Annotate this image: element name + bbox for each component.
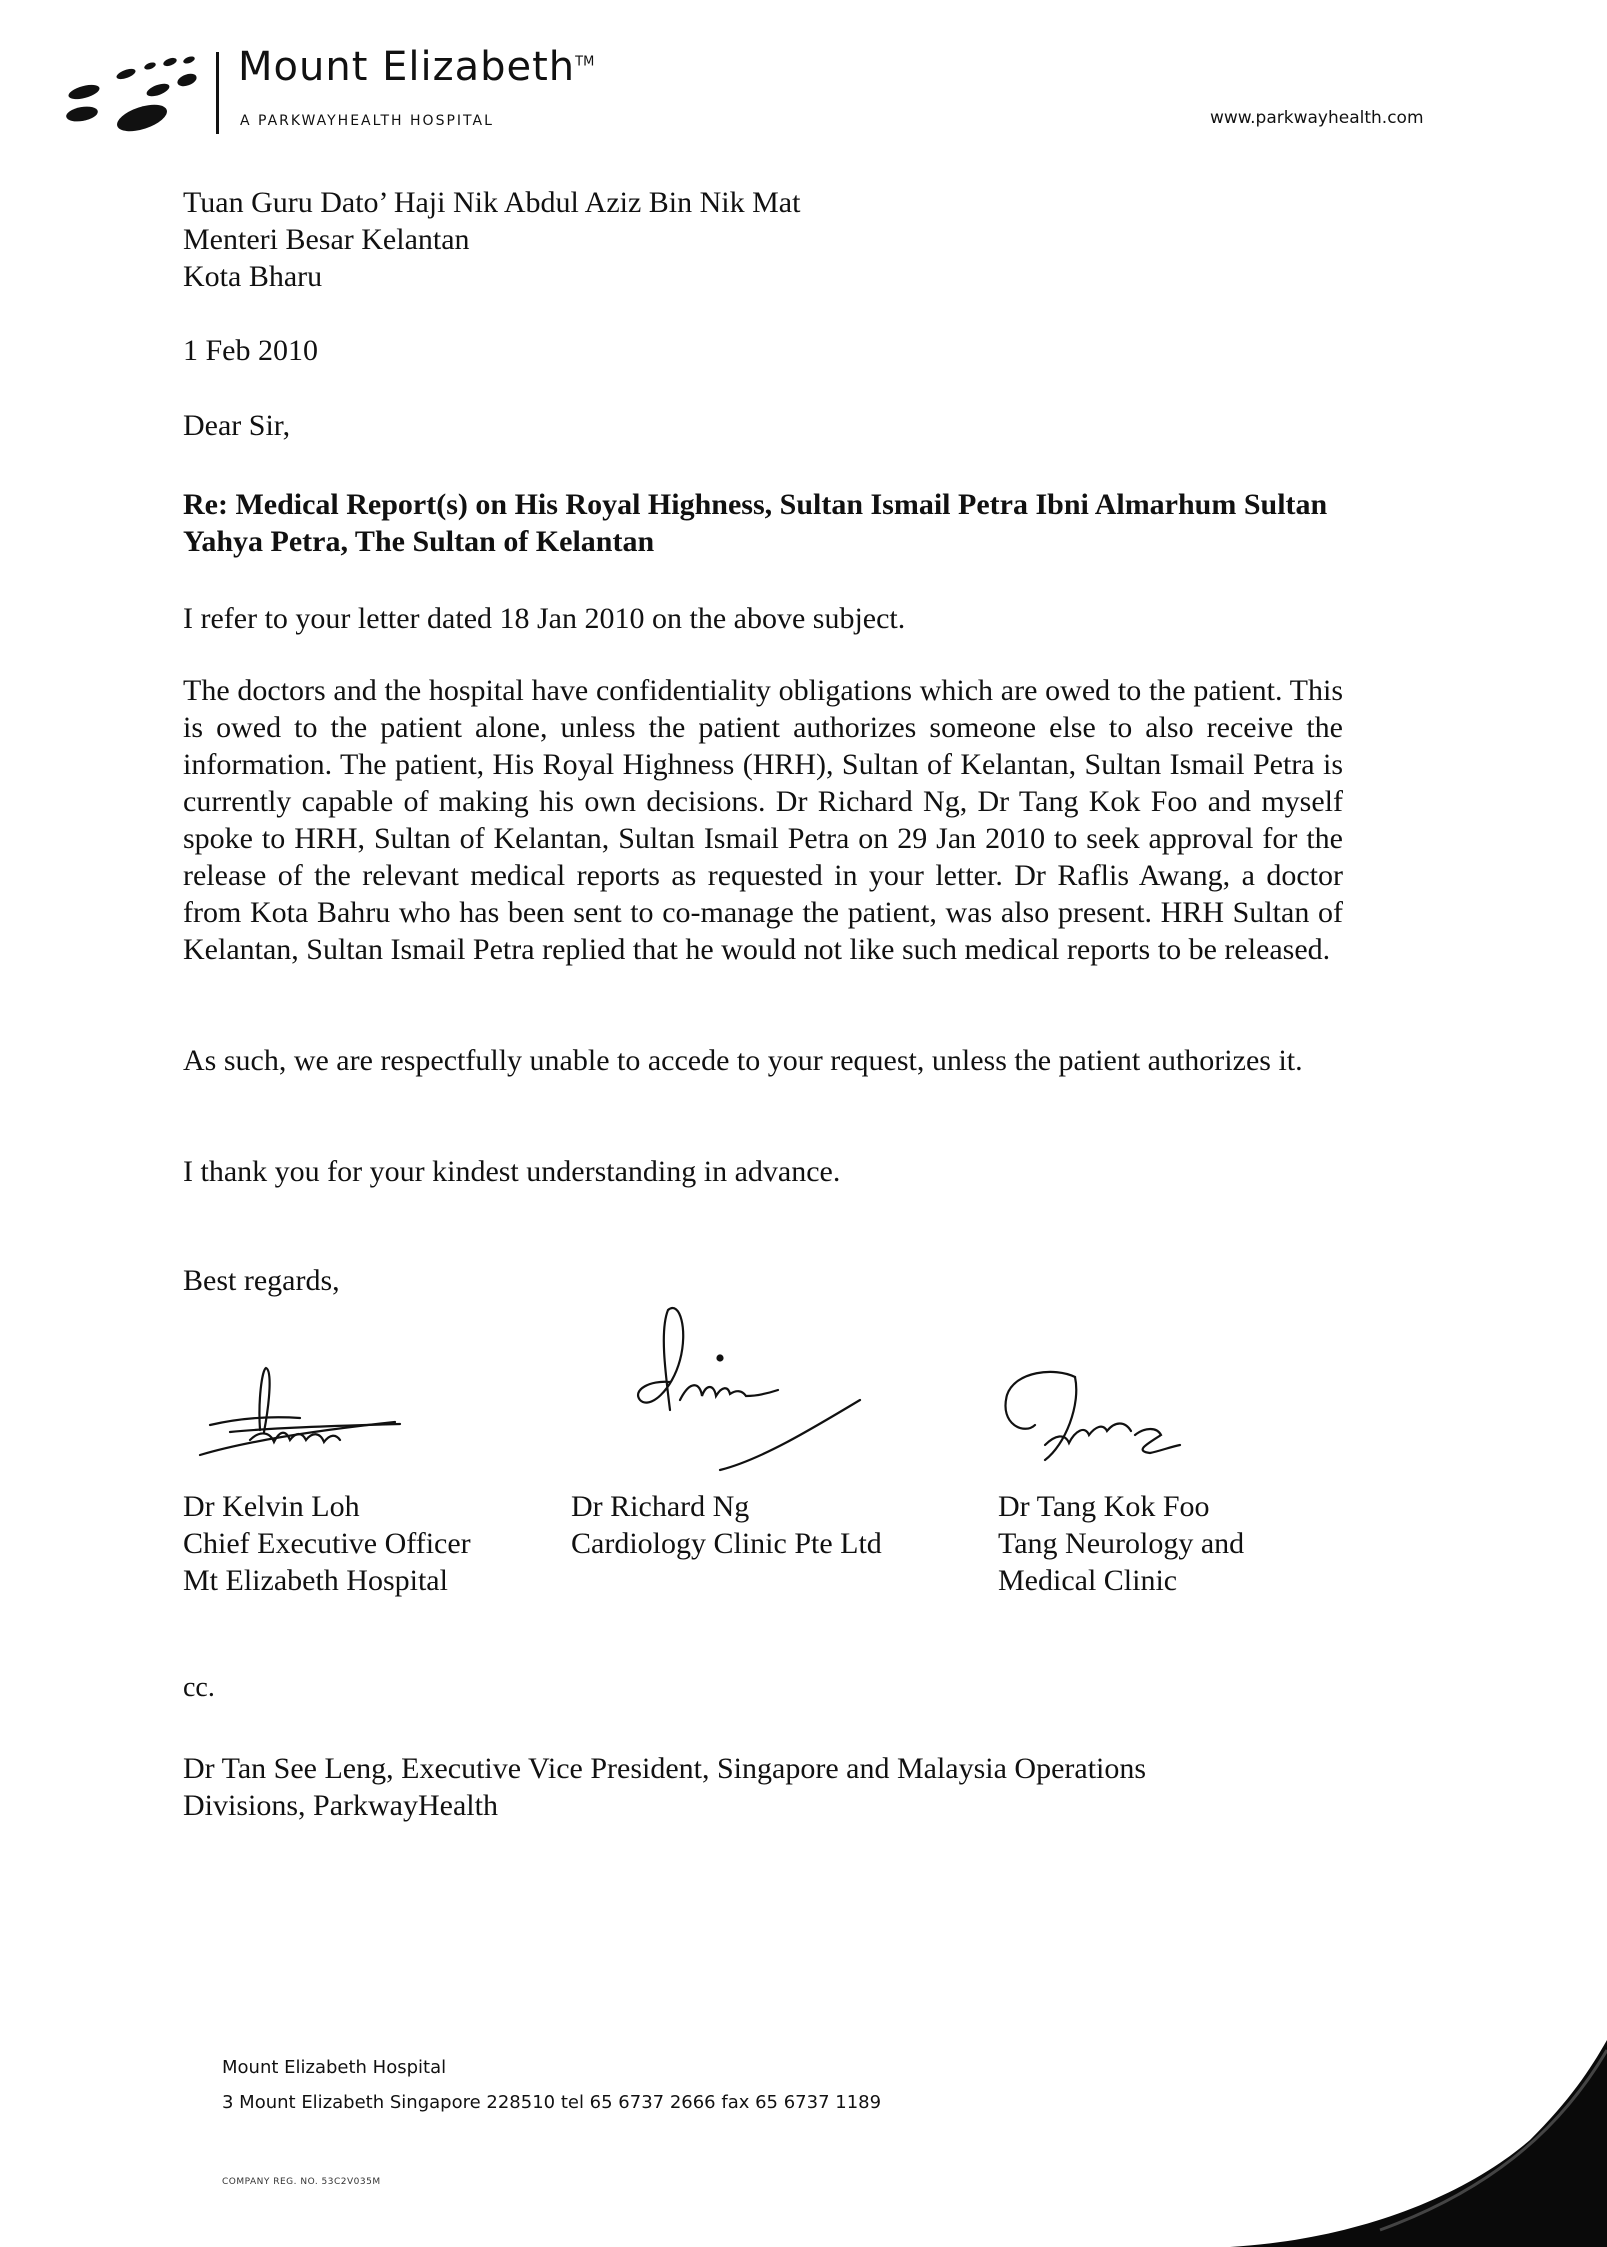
signatory-organization: Mt Elizabeth Hospital — [183, 1564, 448, 1597]
signatory-title: Chief Executive Officer — [183, 1527, 471, 1560]
salutation: Dear Sir, — [183, 409, 291, 442]
signatory-tang-kok-foo — [998, 1488, 1244, 1599]
footer-company-reg: COMPANY REG. NO. 53C2V035M — [222, 2177, 381, 2187]
signatory-organization: Medical Clinic — [998, 1564, 1178, 1597]
recipient-line: Kota Bharu — [183, 260, 323, 293]
signatory-richard-ng — [571, 1488, 882, 1562]
signatory-name: Dr Kelvin Loh — [183, 1490, 360, 1523]
hospital-logo-name: Mount Elizabeth™ — [238, 44, 595, 90]
logo-divider — [216, 52, 219, 134]
cc-line: Dr Tan See Leng, Executive Vice President, Singapore and Malaysia Operations — [183, 1752, 1147, 1785]
hospital-logo-subtitle: A PARKWAYHEALTH HOSPITAL — [240, 113, 494, 129]
footer-address: 3 Mount Elizabeth Singapore 228510 tel 65 6737 2666 fax 65 6737 1189 — [222, 2092, 882, 2113]
paragraph-refer: I refer to your letter dated 18 Jan 2010 on the above subject. — [183, 602, 906, 635]
recipient-line: Menteri Besar Kelantan — [183, 223, 470, 256]
signatory-name: Dr Tang Kok Foo — [998, 1490, 1210, 1523]
mount-elizabeth-logo-icon — [62, 52, 207, 142]
recipient-address — [183, 184, 800, 295]
letter-date: 1 Feb 2010 — [183, 334, 318, 367]
recipient-line: Tuan Guru Dato’ Haji Nik Abdul Aziz Bin Nik Mat — [183, 186, 801, 219]
signature-richard-ng — [610, 1300, 870, 1480]
footer-hospital-name: Mount Elizabeth Hospital — [222, 2057, 447, 2078]
cc-recipient — [183, 1750, 1146, 1824]
signatory-name: Dr Richard Ng — [571, 1490, 750, 1523]
cc-line: Divisions, ParkwayHealth — [183, 1789, 498, 1822]
website-url: www.parkwayhealth.com — [1210, 108, 1424, 128]
paragraph-thanks: I thank you for your kindest understanding in advance. — [183, 1155, 841, 1188]
closing: Best regards, — [183, 1264, 340, 1297]
signatory-organization: Tang Neurology and — [998, 1527, 1245, 1560]
signature-kelvin-loh — [190, 1360, 410, 1470]
signatory-organization: Cardiology Clinic Pte Ltd — [571, 1527, 882, 1560]
cc-label: cc. — [183, 1672, 215, 1703]
paragraph-decision: As such, we are respectfully unable to accede to your request, unless the patient authorizes it. — [183, 1044, 1303, 1077]
signatory-kelvin-loh — [183, 1488, 471, 1599]
paragraph-main: The doctors and the hospital have confidentiality obligations which are owed to the patient. This is owed to the patient alone, unless the patient authorizes someone else to also receive the information. The patient, His Royal Highness (HRH), Sultan of Kelantan, Sultan Ismail Petra is currently capable of making his own decisions. Dr Richard Ng, Dr Tang Kok Foo and myself spoke to HRH, Sultan of Kelantan, Sultan Ismail Petra on 29 Jan 2010 to seek approval for the release of the relevant medical reports as requested in your letter. Dr Raflis Awang, a doctor from Kota Bahru who has been sent to co-manage the patient, was also present. HRH Sultan of Kelantan, Sultan Ismail Petra replied that he would not like such medical reports to be released. — [183, 674, 1343, 966]
subject-line: Re: Medical Report(s) on His Royal Highness, Sultan Ismail Petra Ibni Almarhum Sultan Yahya Petra, The Sultan of Kelantan — [183, 488, 1328, 558]
signature-tang-kok-foo — [985, 1365, 1185, 1475]
scan-shadow-corner — [1230, 2040, 1607, 2247]
